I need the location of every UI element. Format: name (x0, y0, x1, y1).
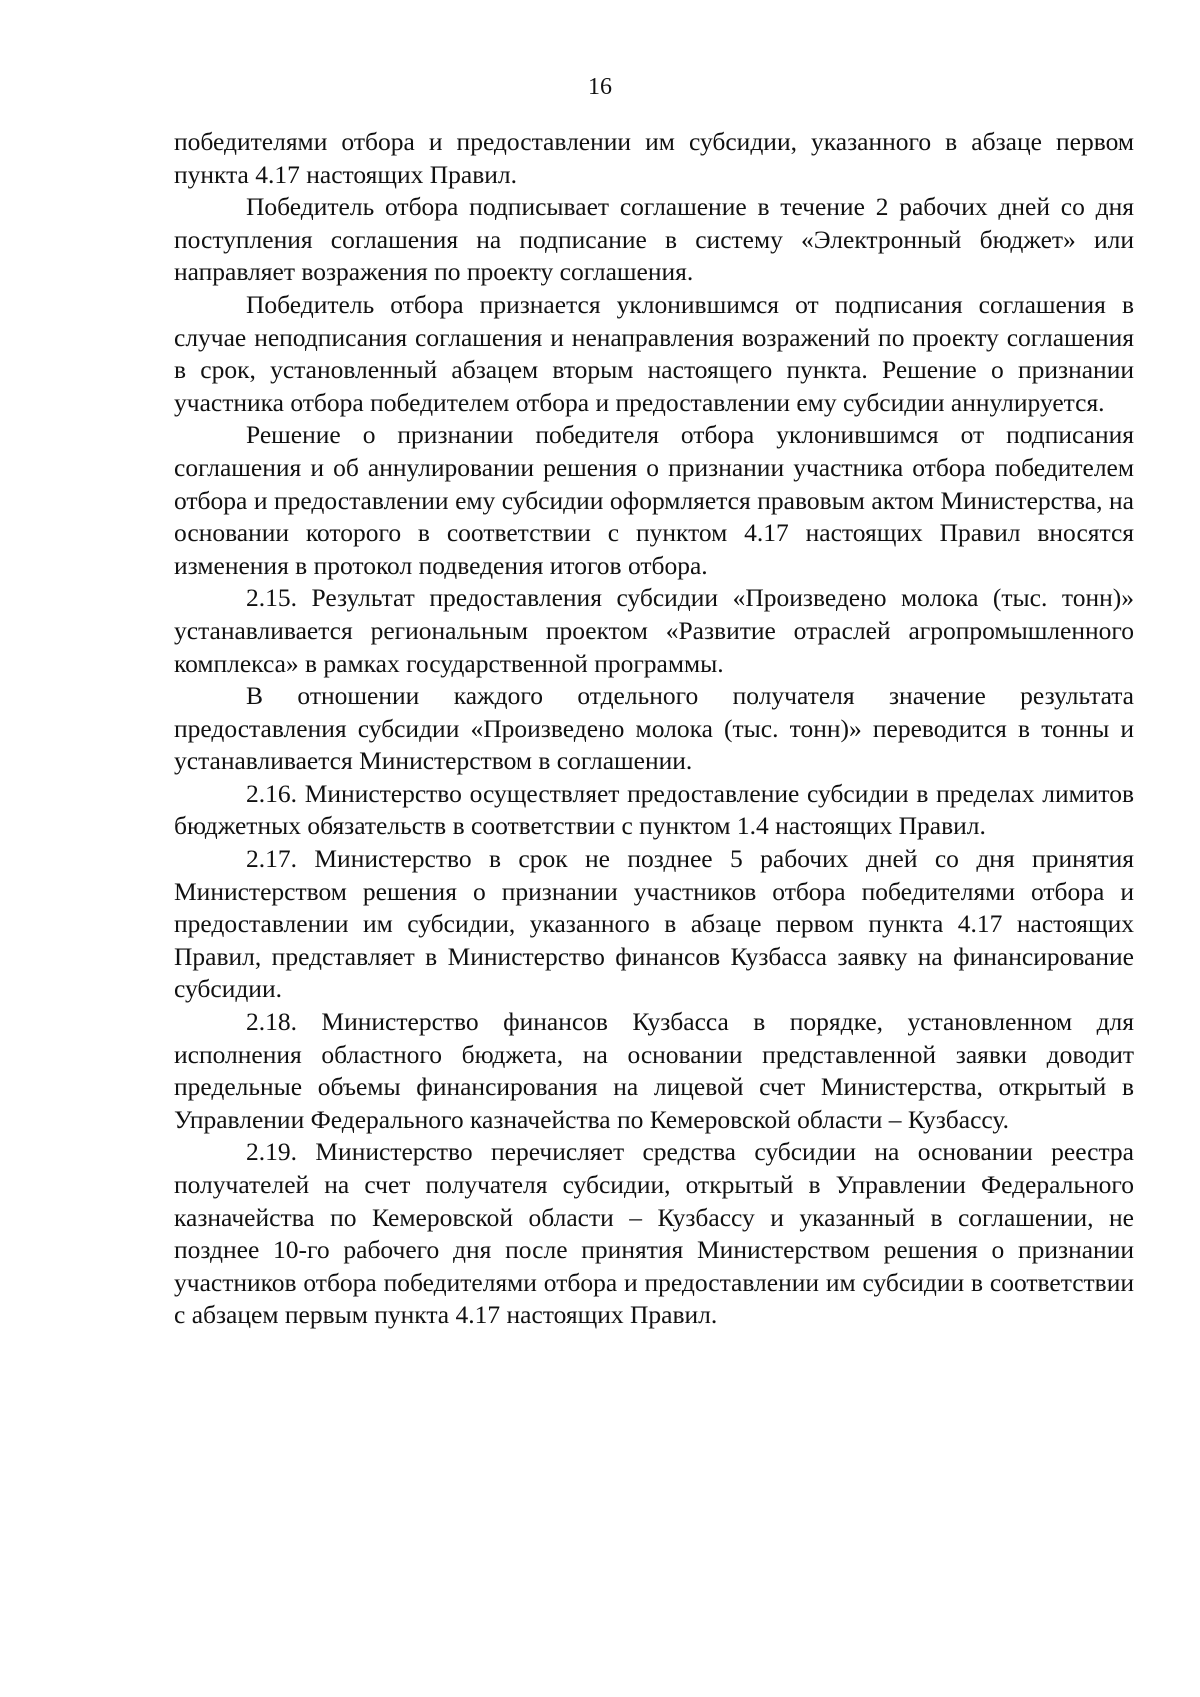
paragraph: Решение о признании победителя отбора уклонившимся от подписания соглашения и об аннулировании решения о признании участника отбора победителем отбора и предоставлении ему субсидии оформляется правовым актом Министерства, на основании которого в соответствии с пунктом 4.17 настоящих Правил вносятся изменения в протокол подведения итогов отбора. (174, 420, 1134, 580)
paragraph-2-19: 2.19. Министерство перечисляет средства субсидии на основании реестра получателей на счет получателя субсидии, открытый в Управлении Федерального казначейства по Кемеровской области – Кузбассу и указанный в соглашении, не позднее 10-го рабочего дня после принятия Министерством решения о признании участников отбора победителями отбора и предоставлении им субсидии в соответствии с абзацем первым пункта 4.17 настоящих Правил. (174, 1137, 1134, 1330)
page-number: 16 (588, 74, 612, 100)
paragraph-2-15: 2.15. Результат предоставления субсидии «Произведено молока (тыс. тонн)» устанавливается региональным проектом «Развитие отраслей агропромышленного комплекса» в рамках государственной программы. (174, 583, 1134, 678)
paragraph: Победитель отбора подписывает соглашение в течение 2 рабочих дней со дня поступления соглашения на подписание в систему «Электронный бюджет» или направляет возражения по проекту соглашения. (174, 192, 1134, 287)
paragraph-2-17: 2.17. Министерство в срок не позднее 5 рабочих дней со дня принятия Министерством решения о признании участников отбора победителями отбора и предоставлении им субсидии, указанного в абзаце первом пункта 4.17 настоящих Правил, представляет в Министерство финансов Кузбасса заявку на финансирование субсидии. (174, 844, 1134, 1004)
paragraph: В отношении каждого отдельного получателя значение результата предоставления субсидии «Произведено молока (тыс. тонн)» переводится в тонны и устанавливается Министерством в соглашении. (174, 681, 1134, 776)
document-body (174, 126, 1134, 1332)
paragraph-continuation: победителями отбора и предоставлении им субсидии, указанного в абзаце первом пункта 4.17 настоящих Правил. (174, 127, 1134, 189)
paragraph-2-16: 2.16. Министерство осуществляет предоставление субсидии в пределах лимитов бюджетных обязательств в соответствии с пунктом 1.4 настоящих Правил. (174, 778, 1134, 841)
paragraph-2-18: 2.18. Министерство финансов Кузбасса в порядке, установленном для исполнения областного бюджета, на основании представленной заявки доводит предельные объемы финансирования на лицевой счет Министерства, открытый в Управлении Федерального казначейства по Кемеровской области – Кузбассу. (174, 1007, 1134, 1134)
paragraph: Победитель отбора признается уклонившимся от подписания соглашения в случае неподписания соглашения и ненаправления возражений по проекту соглашения в срок, установленный абзацем вторым настоящего пункта. Решение о признании участника отбора победителем отбора и предоставлении ему субсидии аннулируется. (174, 289, 1134, 417)
